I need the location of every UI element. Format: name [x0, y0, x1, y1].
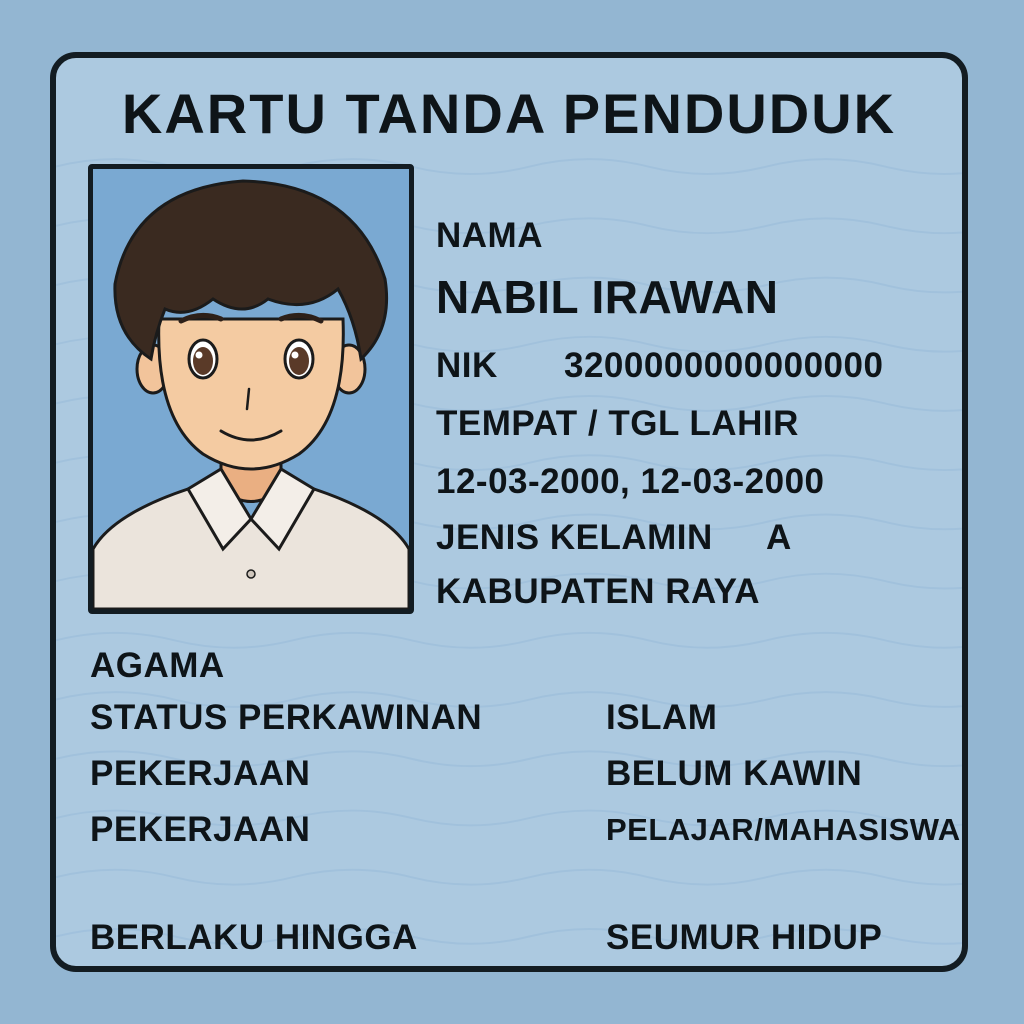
nama-value: NABIL IRAWAN [436, 271, 779, 323]
portrait-photo [88, 164, 414, 614]
nik-value: 3200000000000000 [564, 346, 884, 385]
nik-label: NIK [436, 346, 498, 385]
jenis-kelamin-label: JENIS KELAMIN [436, 518, 713, 557]
pekerjaan-label-2: PEKERJAAN [90, 810, 311, 849]
berlaku-hingga-label: BERLAKU HINGGA [90, 918, 418, 957]
pekerjaan-value: PELAJAR/MAHASISWA [606, 812, 961, 847]
portrait-illustration [93, 169, 409, 609]
pekerjaan-label-1: PEKERJAAN [90, 754, 311, 793]
kabupaten-text: KABUPATEN RAYA [436, 572, 760, 611]
jenis-kelamin-value: A [766, 518, 792, 557]
agama-label: AGAMA [90, 646, 225, 685]
berlaku-hingga-value: SEUMUR HIDUP [606, 918, 883, 957]
agama-value: ISLAM [606, 698, 718, 737]
status-perkawinan-value: BELUM KAWIN [606, 754, 863, 793]
tempat-tgl-lahir-value: 12-03-2000, 12-03-2000 [436, 462, 825, 501]
card-title: KARTU TANDA PENDUDUK [121, 82, 897, 145]
status-perkawinan-label: STATUS PERKAWINAN [90, 698, 483, 737]
tempat-tgl-lahir-label: TEMPAT / TGL LAHIR [436, 404, 799, 443]
id-card [50, 52, 968, 972]
nama-label: NAMA [436, 216, 543, 255]
